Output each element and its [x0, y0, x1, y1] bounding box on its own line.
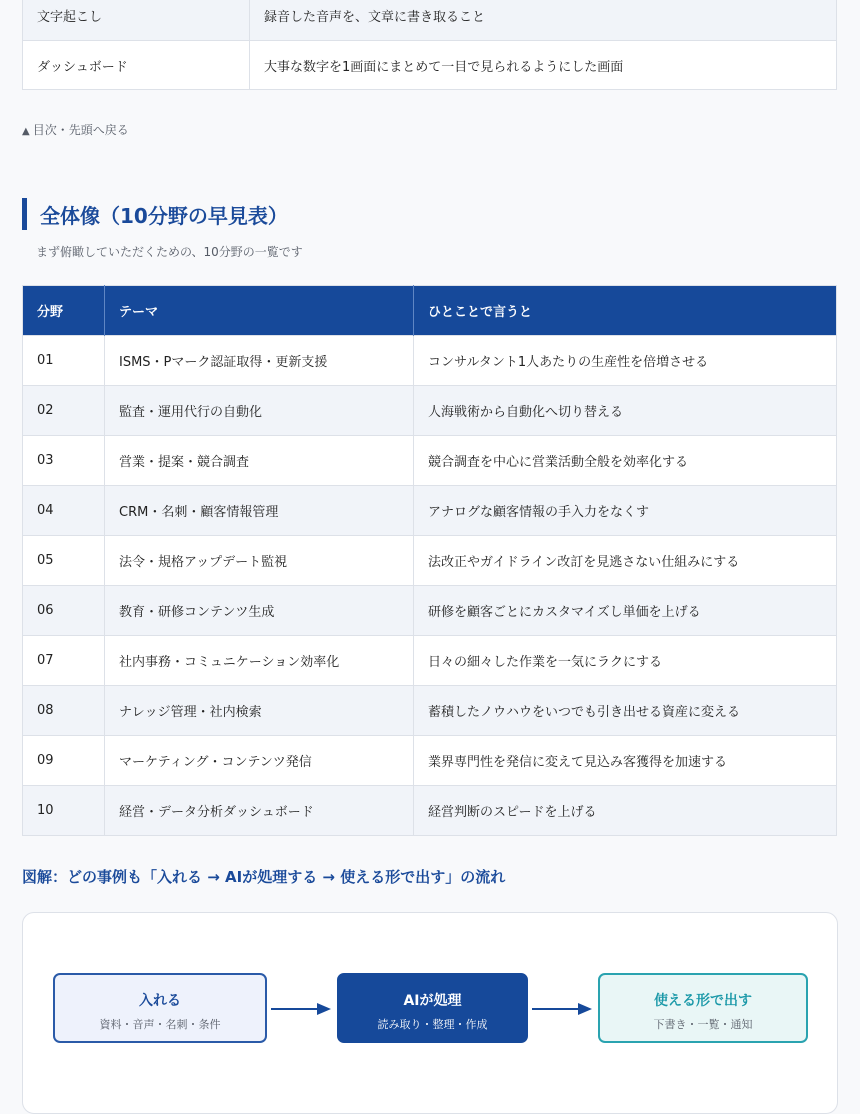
table-row: [23, 536, 837, 586]
glossary-row: [23, 0, 837, 41]
table-cell-theme: ISMS・Pマーク認証取得・更新支援: [105, 336, 414, 386]
table-row: [23, 586, 837, 636]
section-title: 全体像（10分野の早見表）: [40, 204, 288, 228]
flow-node-output: [598, 973, 808, 1043]
flow-node-input: [53, 973, 267, 1043]
flow-node-title: 入れる: [139, 993, 181, 1009]
table-cell-theme: ナレッジ管理・社内検索: [105, 686, 414, 736]
table-cell-number: 03: [23, 436, 105, 486]
table-cell-number: 10: [23, 786, 105, 836]
flow-diagram-card: [22, 912, 838, 1114]
flow-node-subtitle: 読み取り・整理・作成: [377, 1018, 488, 1031]
section-accent-bar: [22, 198, 27, 230]
flow-node-subtitle: 下書き・一覧・通知: [653, 1018, 753, 1031]
overview-table-body: [23, 336, 837, 836]
glossary-row: [23, 41, 837, 90]
table-cell-theme: 法令・規格アップデート監視: [105, 536, 414, 586]
table-cell-summary: 業界専門性を発信に変えて見込み客獲得を加速する: [414, 736, 837, 786]
right-arrow-icon: [530, 999, 596, 1019]
triangle-up-icon: ▲: [22, 126, 30, 137]
overview-table: [22, 285, 837, 836]
back-to-top-link[interactable]: [22, 121, 129, 138]
table-cell-number: 06: [23, 586, 105, 636]
glossary-table: [22, 0, 837, 90]
table-cell-theme: 社内事務・コミュニケーション効率化: [105, 636, 414, 686]
table-cell-summary: 競合調査を中心に営業活動全般を効率化する: [414, 436, 837, 486]
table-cell-number: 02: [23, 386, 105, 436]
table-cell-theme: 教育・研修コンテンツ生成: [105, 586, 414, 636]
table-cell-summary: 法改正やガイドライン改訂を見逃さない仕組みにする: [414, 536, 837, 586]
flow-node-title: 使える形で出す: [654, 993, 752, 1009]
flow-node-process: [337, 973, 528, 1043]
glossary-term: ダッシュボード: [23, 41, 250, 90]
table-cell-theme: マーケティング・コンテンツ発信: [105, 736, 414, 786]
table-row: [23, 636, 837, 686]
table-cell-theme: 営業・提案・競合調査: [105, 436, 414, 486]
table-row: [23, 686, 837, 736]
table-cell-summary: 研修を顧客ごとにカスタマイズし単価を上げる: [414, 586, 837, 636]
table-row: [23, 386, 837, 436]
table-cell-summary: 人海戦術から自動化へ切り替える: [414, 386, 837, 436]
table-cell-summary: 蓄積したノウハウをいつでも引き出せる資産に変える: [414, 686, 837, 736]
diagram-title: 図解：どの事例も「入れる → AIが処理する → 使える形で出す」の流れ: [22, 868, 506, 886]
table-row: [23, 336, 837, 386]
table-cell-summary: コンサルタント1人あたりの生産性を倍増させる: [414, 336, 837, 386]
glossary-meaning: 録音した音声を、文章に書き取ること: [250, 0, 837, 41]
table-row: [23, 736, 837, 786]
glossary-term: 文字起こし: [23, 0, 250, 41]
table-cell-number: 08: [23, 686, 105, 736]
glossary-meaning: 大事な数字を1画面にまとめて一目で見られるようにした画面: [250, 41, 837, 90]
table-cell-number: 09: [23, 736, 105, 786]
table-cell-number: 05: [23, 536, 105, 586]
right-arrow-icon: [269, 999, 335, 1019]
overview-header-row: [23, 286, 837, 336]
column-header-theme: テーマ: [105, 286, 414, 336]
table-row: [23, 486, 837, 536]
table-row: [23, 786, 837, 836]
table-cell-summary: アナログな顧客情報の手入力をなくす: [414, 486, 837, 536]
table-cell-number: 04: [23, 486, 105, 536]
table-cell-summary: 経営判断のスピードを上げる: [414, 786, 837, 836]
column-header-summary: ひとことで言うと: [414, 286, 837, 336]
table-cell-summary: 日々の細々した作業を一気にラクにする: [414, 636, 837, 686]
table-cell-theme: 経営・データ分析ダッシュボード: [105, 786, 414, 836]
table-cell-number: 01: [23, 336, 105, 386]
section-subtitle: まず俯瞰していただくための、10分野の一覧です: [36, 245, 303, 259]
flow-node-title: AIが処理: [403, 993, 462, 1009]
table-cell-theme: CRM・名刺・顧客情報管理: [105, 486, 414, 536]
flow-node-subtitle: 資料・音声・名刺・条件: [99, 1018, 221, 1031]
table-cell-number: 07: [23, 636, 105, 686]
table-row: [23, 436, 837, 486]
table-cell-theme: 監査・運用代行の自動化: [105, 386, 414, 436]
back-to-top-label: 目次・先頭へ戻る: [32, 123, 129, 137]
column-header-field: 分野: [23, 286, 105, 336]
